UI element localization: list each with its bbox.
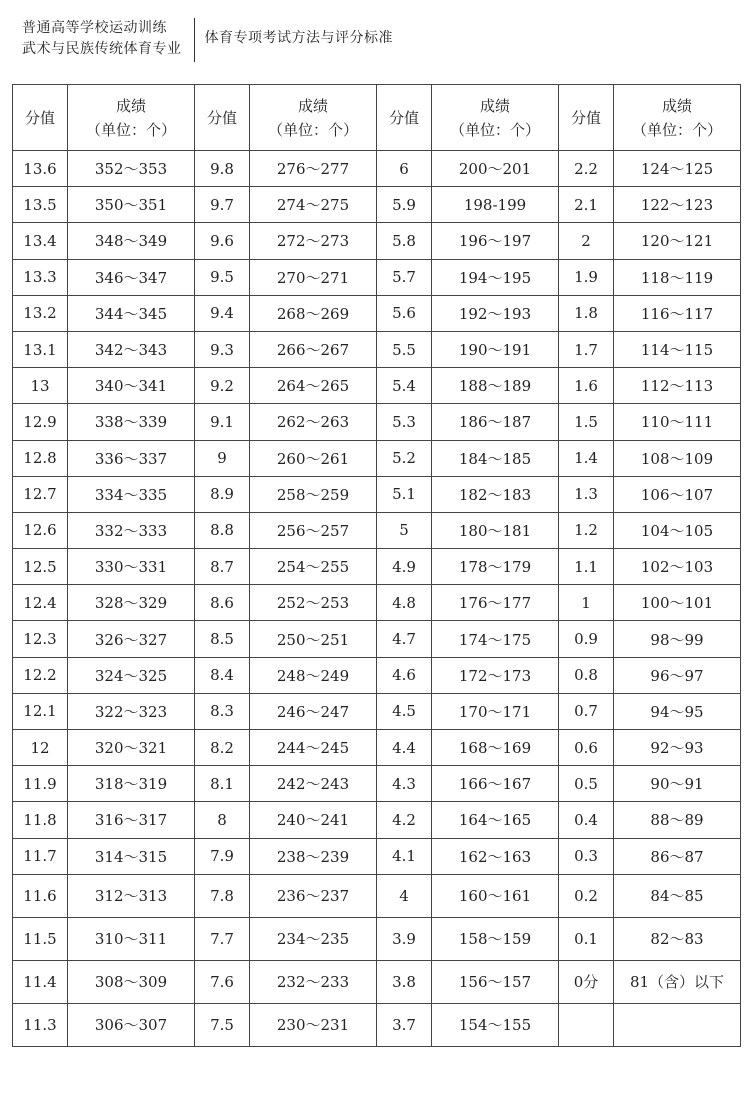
- score-cell: 4.8: [377, 585, 432, 621]
- table-row: [13, 766, 741, 802]
- result-cell: 348～349: [68, 223, 195, 259]
- score-cell: 9: [195, 440, 250, 476]
- result-cell: 84～85: [614, 874, 741, 917]
- result-cell: 340～341: [68, 368, 195, 404]
- result-cell: 160～161: [432, 874, 559, 917]
- table-row: [13, 621, 741, 657]
- table-row: [13, 368, 741, 404]
- score-cell: 4: [377, 874, 432, 917]
- score-cell: 11.8: [13, 802, 68, 838]
- score-cell: 3.7: [377, 1003, 432, 1046]
- score-cell: 8.3: [195, 693, 250, 729]
- result-cell: 262～263: [250, 404, 377, 440]
- table-row: [13, 960, 741, 1003]
- table-header-row: [13, 85, 741, 151]
- header-result-unit: （单位：个）: [449, 120, 540, 139]
- result-cell: 328～329: [68, 585, 195, 621]
- result-cell: 334～335: [68, 476, 195, 512]
- score-cell: 8.1: [195, 766, 250, 802]
- result-cell: 116～117: [614, 295, 741, 331]
- score-cell: 1.4: [559, 440, 614, 476]
- table-row: [13, 1003, 741, 1046]
- header-divider: [194, 18, 195, 62]
- result-cell: 318～319: [68, 766, 195, 802]
- score-cell: 12.3: [13, 621, 68, 657]
- score-cell: 0.2: [559, 874, 614, 917]
- score-cell: 7.8: [195, 874, 250, 917]
- score-cell: 5.4: [377, 368, 432, 404]
- result-cell: 242～243: [250, 766, 377, 802]
- result-cell: 108～109: [614, 440, 741, 476]
- score-cell: 2.1: [559, 187, 614, 223]
- header-line2: 武术与民族传统体育专业: [22, 41, 182, 57]
- result-cell: 164～165: [432, 802, 559, 838]
- score-cell: 8.4: [195, 657, 250, 693]
- score-cell: 0.3: [559, 838, 614, 874]
- result-cell: 196～197: [432, 223, 559, 259]
- result-cell: 188～189: [432, 368, 559, 404]
- table-row: [13, 917, 741, 960]
- result-cell: 176～177: [432, 585, 559, 621]
- score-cell: 0.5: [559, 766, 614, 802]
- result-cell: 306～307: [68, 1003, 195, 1046]
- result-cell: 172～173: [432, 657, 559, 693]
- score-cell: 4.6: [377, 657, 432, 693]
- result-cell: 192～193: [432, 295, 559, 331]
- table-row: [13, 802, 741, 838]
- result-cell: 232～233: [250, 960, 377, 1003]
- result-cell: 154～155: [432, 1003, 559, 1046]
- result-cell: 124～125: [614, 151, 741, 187]
- score-cell: 8: [195, 802, 250, 838]
- score-cell: 11.5: [13, 917, 68, 960]
- result-cell: 198-199: [432, 187, 559, 223]
- result-cell: 88～89: [614, 802, 741, 838]
- score-cell: 5.3: [377, 404, 432, 440]
- result-cell: [614, 1003, 741, 1046]
- score-cell: 11.3: [13, 1003, 68, 1046]
- score-cell: [559, 1003, 614, 1046]
- result-cell: 166～167: [432, 766, 559, 802]
- table-row: [13, 404, 741, 440]
- result-cell: 94～95: [614, 693, 741, 729]
- header-left: [22, 18, 182, 60]
- score-cell: 13.5: [13, 187, 68, 223]
- result-cell: 276～277: [250, 151, 377, 187]
- header-score: 分值: [377, 85, 432, 151]
- score-cell: 9.3: [195, 331, 250, 367]
- score-cell: 5.8: [377, 223, 432, 259]
- result-cell: 200～201: [432, 151, 559, 187]
- score-cell: 9.2: [195, 368, 250, 404]
- table-row: [13, 693, 741, 729]
- result-cell: 156～157: [432, 960, 559, 1003]
- score-cell: 12.5: [13, 549, 68, 585]
- result-cell: 324～325: [68, 657, 195, 693]
- header-result-label: 成绩: [115, 96, 146, 115]
- score-cell: 13.6: [13, 151, 68, 187]
- score-cell: 0.6: [559, 730, 614, 766]
- result-cell: 256～257: [250, 512, 377, 548]
- header-result: [432, 85, 559, 151]
- header-result-label: 成绩: [479, 96, 510, 115]
- result-cell: 90～91: [614, 766, 741, 802]
- score-cell: 1.3: [559, 476, 614, 512]
- score-cell: 9.5: [195, 259, 250, 295]
- result-cell: 274～275: [250, 187, 377, 223]
- table-row: [13, 512, 741, 548]
- header-result: [614, 85, 741, 151]
- score-cell: 12.9: [13, 404, 68, 440]
- score-cell: 13.1: [13, 331, 68, 367]
- score-cell: 1.7: [559, 331, 614, 367]
- score-cell: 8.9: [195, 476, 250, 512]
- score-cell: 0.7: [559, 693, 614, 729]
- result-cell: 260～261: [250, 440, 377, 476]
- result-cell: 182～183: [432, 476, 559, 512]
- score-cell: 0分: [559, 960, 614, 1003]
- table-row: [13, 223, 741, 259]
- score-cell: 12.2: [13, 657, 68, 693]
- result-cell: 258～259: [250, 476, 377, 512]
- result-cell: 112～113: [614, 368, 741, 404]
- score-cell: 13.3: [13, 259, 68, 295]
- result-cell: 320～321: [68, 730, 195, 766]
- score-cell: 12.7: [13, 476, 68, 512]
- table-row: [13, 259, 741, 295]
- table-row: [13, 187, 741, 223]
- score-cell: 4.7: [377, 621, 432, 657]
- result-cell: 184～185: [432, 440, 559, 476]
- header-result-unit: （单位：个）: [267, 120, 358, 139]
- result-cell: 178～179: [432, 549, 559, 585]
- score-cell: 12.1: [13, 693, 68, 729]
- result-cell: 244～245: [250, 730, 377, 766]
- result-cell: 81（含）以下: [614, 960, 741, 1003]
- result-cell: 102～103: [614, 549, 741, 585]
- score-cell: 13.4: [13, 223, 68, 259]
- table-row: [13, 838, 741, 874]
- result-cell: 314～315: [68, 838, 195, 874]
- result-cell: 158～159: [432, 917, 559, 960]
- score-cell: 0.4: [559, 802, 614, 838]
- result-cell: 186～187: [432, 404, 559, 440]
- score-cell: 13: [13, 368, 68, 404]
- header-score: 分值: [13, 85, 68, 151]
- score-cell: 4.9: [377, 549, 432, 585]
- score-cell: 9.4: [195, 295, 250, 331]
- result-cell: 310～311: [68, 917, 195, 960]
- score-cell: 1.2: [559, 512, 614, 548]
- score-cell: 7.6: [195, 960, 250, 1003]
- result-cell: 170～171: [432, 693, 559, 729]
- result-cell: 234～235: [250, 917, 377, 960]
- score-cell: 0.9: [559, 621, 614, 657]
- table-row: [13, 295, 741, 331]
- score-cell: 4.2: [377, 802, 432, 838]
- table-row: [13, 730, 741, 766]
- score-cell: 5.7: [377, 259, 432, 295]
- score-cell: 8.5: [195, 621, 250, 657]
- result-cell: 240～241: [250, 802, 377, 838]
- result-cell: 180～181: [432, 512, 559, 548]
- result-cell: 86～87: [614, 838, 741, 874]
- score-cell: 0.8: [559, 657, 614, 693]
- score-cell: 11.7: [13, 838, 68, 874]
- score-cell: 5.1: [377, 476, 432, 512]
- table-row: [13, 657, 741, 693]
- result-cell: 104～105: [614, 512, 741, 548]
- score-cell: 12.6: [13, 512, 68, 548]
- result-cell: 346～347: [68, 259, 195, 295]
- header-title: 体育专项考试方法与评分标准: [204, 30, 393, 46]
- result-cell: 194～195: [432, 259, 559, 295]
- table-row: [13, 585, 741, 621]
- header-result-label: 成绩: [661, 96, 692, 115]
- score-cell: 1.6: [559, 368, 614, 404]
- result-cell: 272～273: [250, 223, 377, 259]
- score-table: [12, 84, 741, 1047]
- score-cell: 8.2: [195, 730, 250, 766]
- score-cell: 3.8: [377, 960, 432, 1003]
- result-cell: 246～247: [250, 693, 377, 729]
- header-result-unit: （单位：个）: [85, 120, 176, 139]
- score-cell: 5.6: [377, 295, 432, 331]
- score-cell: 4.3: [377, 766, 432, 802]
- score-cell: 3.9: [377, 917, 432, 960]
- result-cell: 270～271: [250, 259, 377, 295]
- score-cell: 7.9: [195, 838, 250, 874]
- score-cell: 9.8: [195, 151, 250, 187]
- result-cell: 350～351: [68, 187, 195, 223]
- result-cell: 322～323: [68, 693, 195, 729]
- table-row: [13, 476, 741, 512]
- header-line1: 普通高等学校运动训练: [22, 20, 167, 36]
- result-cell: 264～265: [250, 368, 377, 404]
- table-row: [13, 874, 741, 917]
- result-cell: 98～99: [614, 621, 741, 657]
- score-cell: 12: [13, 730, 68, 766]
- score-cell: 9.1: [195, 404, 250, 440]
- header-result: [68, 85, 195, 151]
- result-cell: 82～83: [614, 917, 741, 960]
- result-cell: 190～191: [432, 331, 559, 367]
- result-cell: 252～253: [250, 585, 377, 621]
- result-cell: 168～169: [432, 730, 559, 766]
- score-cell: 11.9: [13, 766, 68, 802]
- result-cell: 308～309: [68, 960, 195, 1003]
- score-cell: 1.5: [559, 404, 614, 440]
- result-cell: 254～255: [250, 549, 377, 585]
- score-cell: 8.7: [195, 549, 250, 585]
- result-cell: 330～331: [68, 549, 195, 585]
- score-cell: 12.8: [13, 440, 68, 476]
- result-cell: 248～249: [250, 657, 377, 693]
- score-cell: 13.2: [13, 295, 68, 331]
- result-cell: 118～119: [614, 259, 741, 295]
- result-cell: 342～343: [68, 331, 195, 367]
- result-cell: 96～97: [614, 657, 741, 693]
- score-cell: 0.1: [559, 917, 614, 960]
- result-cell: 236～237: [250, 874, 377, 917]
- header-result-unit: （单位：个）: [631, 120, 722, 139]
- score-cell: 9.6: [195, 223, 250, 259]
- result-cell: 230～231: [250, 1003, 377, 1046]
- result-cell: 326～327: [68, 621, 195, 657]
- result-cell: 120～121: [614, 223, 741, 259]
- score-cell: 11.6: [13, 874, 68, 917]
- table-row: [13, 549, 741, 585]
- result-cell: 336～337: [68, 440, 195, 476]
- score-cell: 9.7: [195, 187, 250, 223]
- result-cell: 174～175: [432, 621, 559, 657]
- result-cell: 110～111: [614, 404, 741, 440]
- score-cell: 1.8: [559, 295, 614, 331]
- score-cell: 11.4: [13, 960, 68, 1003]
- result-cell: 312～313: [68, 874, 195, 917]
- table-row: [13, 151, 741, 187]
- table-row: [13, 440, 741, 476]
- result-cell: 338～339: [68, 404, 195, 440]
- score-cell: 4.5: [377, 693, 432, 729]
- result-cell: 250～251: [250, 621, 377, 657]
- result-cell: 162～163: [432, 838, 559, 874]
- score-cell: 7.7: [195, 917, 250, 960]
- header-result-label: 成绩: [297, 96, 328, 115]
- score-cell: 8.8: [195, 512, 250, 548]
- score-cell: 2: [559, 223, 614, 259]
- header-score: 分值: [559, 85, 614, 151]
- score-cell: 12.4: [13, 585, 68, 621]
- result-cell: 122～123: [614, 187, 741, 223]
- score-cell: 6: [377, 151, 432, 187]
- header-result: [250, 85, 377, 151]
- score-cell: 4.4: [377, 730, 432, 766]
- result-cell: 238～239: [250, 838, 377, 874]
- score-cell: 1: [559, 585, 614, 621]
- score-cell: 5.2: [377, 440, 432, 476]
- result-cell: 332～333: [68, 512, 195, 548]
- table-row: [13, 331, 741, 367]
- score-cell: 5.5: [377, 331, 432, 367]
- score-cell: 1.9: [559, 259, 614, 295]
- result-cell: 92～93: [614, 730, 741, 766]
- score-cell: 4.1: [377, 838, 432, 874]
- result-cell: 106～107: [614, 476, 741, 512]
- result-cell: 268～269: [250, 295, 377, 331]
- score-cell: 7.5: [195, 1003, 250, 1046]
- result-cell: 344～345: [68, 295, 195, 331]
- result-cell: 352～353: [68, 151, 195, 187]
- result-cell: 266～267: [250, 331, 377, 367]
- table-body: [13, 151, 741, 1047]
- score-cell: 2.2: [559, 151, 614, 187]
- result-cell: 316～317: [68, 802, 195, 838]
- result-cell: 114～115: [614, 331, 741, 367]
- score-cell: 1.1: [559, 549, 614, 585]
- score-cell: 5: [377, 512, 432, 548]
- score-cell: 5.9: [377, 187, 432, 223]
- page-header: [22, 18, 393, 62]
- score-cell: 8.6: [195, 585, 250, 621]
- header-score: 分值: [195, 85, 250, 151]
- result-cell: 100～101: [614, 585, 741, 621]
